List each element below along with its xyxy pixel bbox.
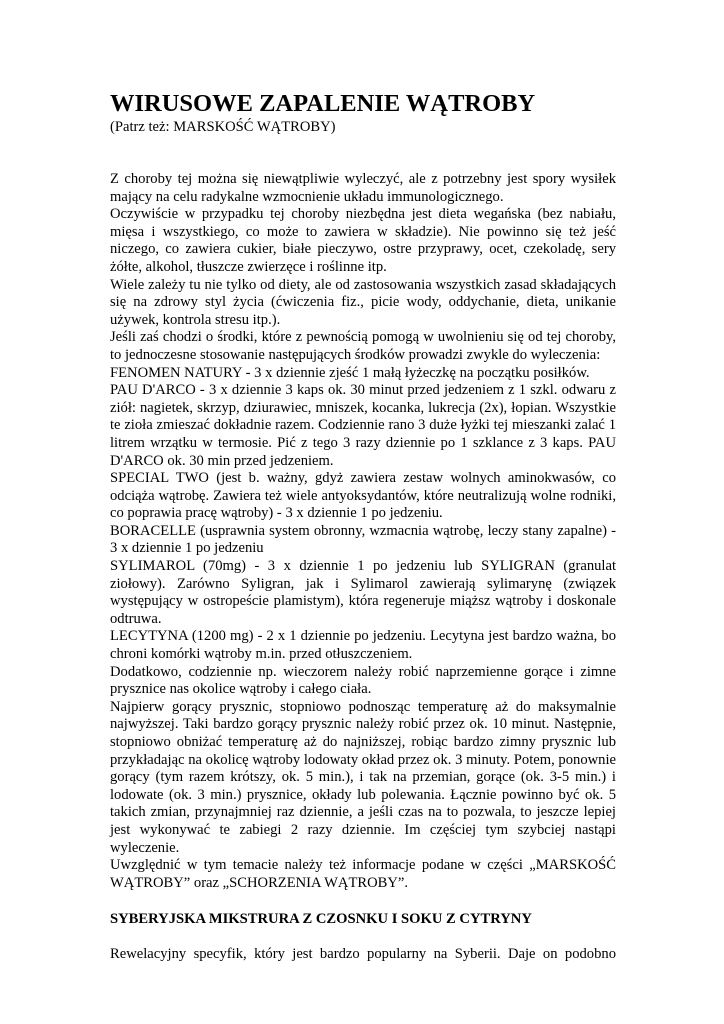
paragraph: Oczywiście w przypadku tej choroby niezbędna jest dieta wegańska (bez nabiału, mięsa i wszystkiego, co może to zawiera w składzie). Nie powinno się też jeść niczego, co zawiera cukier, białe pieczywo, ostre przyprawy, ocet, czekoladę, sery żółte, alkohol, tłuszcze zwierzęce i roślinne itp. (110, 206, 616, 275)
paragraph: Z choroby tej można się niewątpliwie wyleczyć, ale z potrzebny jest spory wysiłek mający na celu radykalne wzmocnienie układu immunologicznego. (110, 171, 616, 205)
paragraph: LECYTYNA (1200 mg) - 2 x 1 dziennie po jedzeniu. Lecytyna jest bardzo ważna, bo chroni komórki wątroby m.in. przed otłuszczeniem. (110, 628, 616, 663)
page-title: WIRUSOWE ZAPALENIE WĄTROBY (110, 90, 536, 117)
paragraph: SPECIAL TWO (jest b. ważny, gdyż zawiera zestaw wolnych aminokwasów, co odciąża wątrobę. Zawiera też wiele antyoksydantów, które neutralizują wolne rodniki, co poprawia pracę wątroby) - 3 x dziennie 1 po jedzeniu. (110, 470, 616, 522)
paragraph: PAU D'ARCO - 3 x dziennie 3 kaps ok. 30 minut przed jedzeniem z 1 szkl. odwaru z ziół: nagietek, skrzyp, dziurawiec, mniszek, kocanka, lukrecja (2x), łopian. Wszystkie te zioła zmieszać dokładnie razem. Codziennie rano 3 duże łyżki tej mieszanki zalać 1 litrem wrzątku w termosie. Pić z tego 3 razy dziennie po 1 szklance z 3 kaps. PAU D'ARCO ok. 30 min przed jedzeniem. (110, 382, 616, 469)
paragraph: Dodatkowo, codziennie np. wieczorem należy robić naprzemienne gorące i zimne prysznice nas okolice wątroby i całego ciała. (110, 663, 616, 698)
paragraph: Uwzględnić w tym temacie należy też informacje podane w części „MARSKOŚĆ WĄTROBY” oraz „SCHORZENIA WĄTROBY”. (110, 857, 616, 891)
paragraph: Wiele zależy tu nie tylko od diety, ale od zastosowania wszystkich zasad składających się na zdrowy styl życia (ćwiczenia fiz., picie wody, oddychanie, dieta, unikanie używek, kontrola stresu itp.). (110, 276, 616, 328)
section-heading: SYBERYJSKA MIKSTRURA Z CZOSNKU I SOKU Z CYTRYNY (110, 911, 532, 928)
paragraph: FENOMEN NATURY - 3 x dziennie zjeść 1 małą łyżeczkę na początku posiłków. (110, 364, 590, 381)
section-paragraph: Rewelacyjny specyfik, który jest bardzo popularny na Syberii. Daje on podobno (110, 946, 616, 963)
paragraph: Jeśli zaś chodzi o środki, które z pewnością pomogą w uwolnieniu się od tej choroby, to jednoczesne stosowanie następujących środków prowadzi zwykle do wyleczenia: (110, 329, 616, 363)
document-body (110, 171, 616, 892)
paragraph: BORACELLE (usprawnia system obronny, wzmacnia wątrobę, leczy stany zapalne) - 3 x dziennie 1 po jedzeniu (110, 522, 616, 557)
page-subtitle: (Patrz też: MARSKOŚĆ WĄTROBY) (110, 119, 336, 135)
paragraph: SYLIMAROL (70mg) - 3 x dziennie 1 po jedzeniu lub SYLIGRAN (granulat ziołowy). Zarówno Syligran, jak i Sylimarol zawierają sylimarynę (związek występujący w ostropeście plamistym), która regeneruje miąższ wątroby i doskonale odtruwa. (110, 558, 616, 627)
document-page (110, 90, 616, 964)
paragraph: Najpierw gorący prysznic, stopniowo podnosząc temperaturę aż do maksymalnie najwyższej. Taki bardzo gorący prysznic należy robić przez ok. 10 minut. Następnie, stopniowo obniżać temperaturę aż do najniższej, robiąc bardzo zimny prysznic lub przykładając na okolicę wątroby lodowaty okład przez ok. 3 minuty. Potem, ponownie gorący (tym razem krótszy, ok. 5 min.), i tak na przemian, gorące (ok. 3-5 min.) i lodowate (ok. 3 min.) prysznice, okłady lub polewania. Łącznie powinno być ok. 5 takich zmian, przynajmniej raz dziennie, a jeśli czas na to pozwala, to jeszcze lepiej jest wykonywać te zabiegi 2 razy dziennie. Im częściej tym szybciej nastąpi wyleczenie. (110, 698, 616, 856)
